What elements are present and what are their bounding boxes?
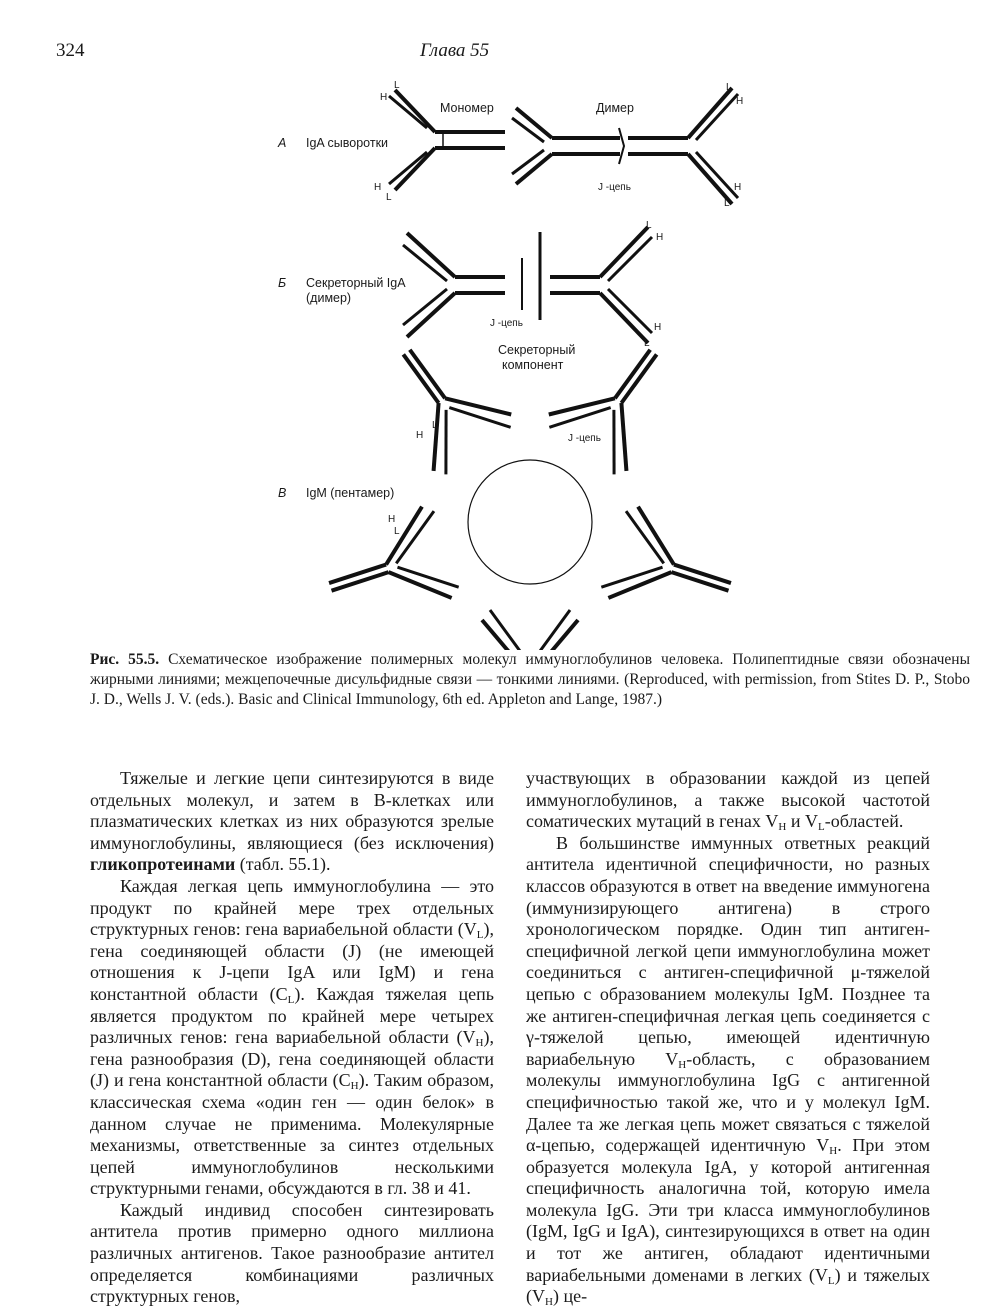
figure-caption-text: Схематическое изображение полимерных молекул иммуноглобулинов человека. Полипептидные связи обозначены жирными линиями; межцепочечные дисульфидные связи — тонкими линиями. (Reproduced, with permission, from Stites D. P., Stobo J. D., Wells J. V. (eds.). Basic and Clinical Immunology, 6th ed. Appleton and Lange, 1987.)	[90, 651, 971, 708]
text-run: -областей.	[824, 811, 904, 832]
paragraph	[526, 768, 930, 833]
text-run: ). Каждая тяжелая цепь является продуктом по крайней мере четырех различных генов: гена вариабельной области (V	[90, 983, 494, 1048]
secretory-component-line1: Секреторный	[498, 343, 576, 357]
chain-h-label: H	[416, 430, 424, 441]
paragraph	[90, 876, 494, 1200]
panel-a	[277, 80, 743, 209]
panel-b-title-line1: Секреторный IgA	[306, 276, 406, 290]
body-column-left	[90, 768, 494, 1308]
text-run: ). Таким образом, классическая схема «один ген — один белок» в данном случае не применима. Молекулярные механизмы, ответственные за синтез отдельных цепей иммуноглобулинов несколькими структурными генами, обсуждаются в гл. 38 и 41.	[90, 1070, 494, 1199]
chain-h-label: H	[734, 182, 742, 193]
panel-b	[278, 220, 663, 372]
panel-c-title: IgM (пентамер)	[306, 486, 395, 500]
panel-c-j-chain-label: J -цепь	[568, 433, 601, 444]
text-run: ), гена разнообразия (D), гена соединяющей области (J) и гена константной области (C	[90, 1027, 494, 1091]
panel-b-letter: Б	[278, 276, 287, 290]
text-run: В большинстве иммунных ответных реакций антитела идентичной специфичности, но разных классов образуются в ответ на введение иммуногена (иммунизирующего антигена) в строго хронологическом порядке. Один тип антиген-специфичной легкой цепи иммуноглобулина может соединиться с антиген-специфичной μ-тяжелой цепью с образованием молекулы IgM. Позднее та же антиген-специфичная легкая цепь соединяется с γ-тяжелой цепью, имеющей идентичную вариабельную V	[526, 832, 930, 1069]
chain-l-label: L	[726, 82, 732, 93]
text-run: ) це-	[552, 1286, 588, 1307]
text-run: . При этом образуется молекула IgA, у которой антигенная специфичность аналогична той, которую имела молекула IgG. Эти три класса иммуноглобулинов (IgM, IgG и IgA), синтезирующихся в ответ на один и тот же антиген, обладают идентичными вариабельными доменами в легких (V	[526, 1135, 930, 1285]
panel-a-letter: А	[278, 136, 287, 150]
figure-caption-label: Рис. 55.5.	[90, 651, 160, 668]
panel-a-j-chain-label: J -цепь	[598, 182, 631, 193]
chain-h-label: H	[654, 322, 662, 333]
monomer-label: Мономер	[440, 101, 494, 115]
subscript: H	[350, 1080, 359, 1093]
panel-b-j-chain-label: J -цепь	[490, 318, 523, 329]
paragraph	[526, 833, 930, 1308]
body-column-right	[526, 768, 930, 1308]
page-number: 324	[56, 40, 85, 61]
text-run: (табл. 55.1).	[235, 854, 331, 875]
chain-l-label: L	[432, 420, 438, 431]
chain-l-label: L	[394, 80, 400, 91]
chain-h-label: H	[736, 96, 744, 107]
chain-l-label: L	[644, 338, 650, 349]
subscript: L	[827, 1274, 835, 1287]
paragraph: Каждый индивид способен синтезировать антитела против примерно одного миллиона различных антигенов. Такое разнообразие антител определяется комбинациями различных структурных генов,	[90, 1199, 494, 1307]
subscript: H	[678, 1058, 687, 1071]
text-run: ), гена соединяющей области (J) (не имеющей отношения к J-цепи IgA или IgM) и гена константной области (C	[90, 919, 494, 1004]
immunoglobulin-figure	[0, 0, 1004, 650]
chain-h-label: H	[380, 92, 388, 103]
chain-l-label: L	[386, 192, 392, 203]
text-run: -область, с образованием молекулы иммуноглобулина IgG с антигенной специфичностью такой же, что и у молекул IgM. Далее та же легкая цепь может связаться с тяжелой α-цепью, содержащей идентичную V	[526, 1048, 930, 1156]
running-head: Глава 55	[420, 40, 490, 61]
text-run: Тяжелые и легкие цепи синтезируются в виде отдельных молекул, и затем в В-клетках или плазматических клетках из них образуются зрелые иммуноглобулины, являющиеся (без исключения)	[90, 768, 494, 853]
figure-caption	[90, 650, 970, 710]
text-run: ) и тяжелых (V	[526, 1264, 930, 1307]
paragraph	[90, 768, 494, 876]
bold-term: гликопротеинами	[90, 854, 236, 875]
text-run: Каждая легкая цепь иммуноглобулина — это продукт по крайней мере трех отдельных структурных генов: гена вариабельной области (V	[90, 875, 494, 940]
panel-c	[278, 324, 745, 650]
subscript: H	[778, 821, 787, 834]
text-run: и V	[786, 811, 819, 832]
chain-h-label: H	[656, 232, 664, 243]
dimer-label: Димер	[596, 101, 634, 115]
panel-a-title: IgA сыворотки	[306, 136, 389, 150]
text-run: участвующих в образовании каждой из цепей иммуноглобулинов, а также высокой частотой соматических мутаций в генах V	[526, 768, 930, 832]
subscript: H	[545, 1296, 553, 1308]
subscript: H	[475, 1037, 484, 1050]
chain-l-label: L	[394, 526, 400, 537]
subscript: L	[476, 929, 484, 942]
chain-h-label: H	[374, 182, 382, 193]
subscript: H	[829, 1145, 838, 1158]
chain-h-label: H	[388, 514, 396, 525]
secretory-component-line2: компонент	[502, 358, 564, 372]
subscript: L	[818, 821, 825, 834]
chain-l-label: L	[724, 198, 730, 209]
secretory-iga-dimer	[403, 227, 652, 343]
panel-c-letter: В	[278, 486, 287, 500]
subscript: L	[287, 993, 295, 1006]
panel-b-title-line2: (димер)	[306, 291, 352, 305]
chain-l-label: L	[646, 220, 652, 231]
